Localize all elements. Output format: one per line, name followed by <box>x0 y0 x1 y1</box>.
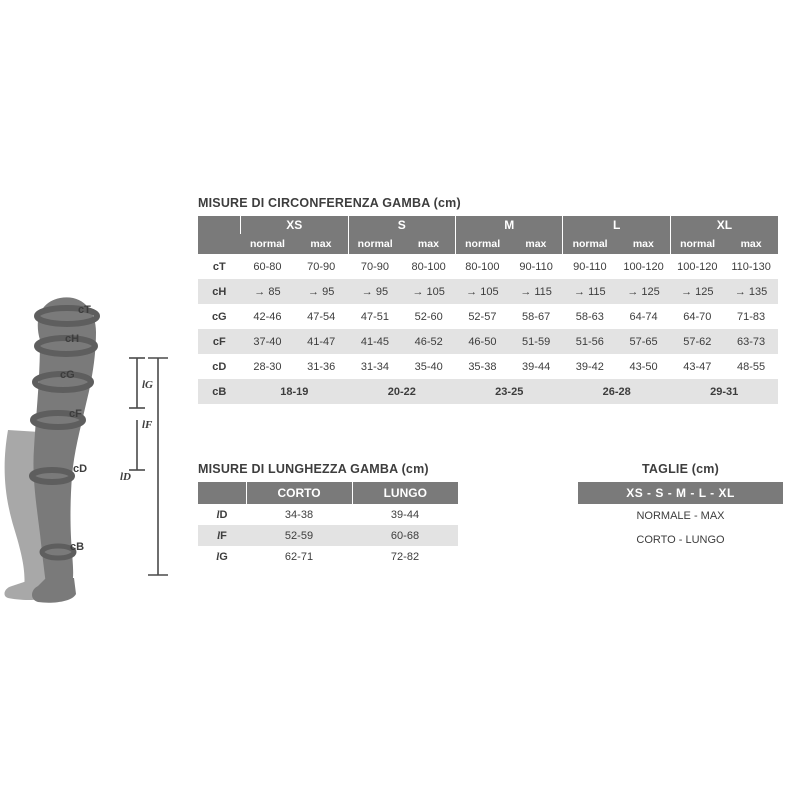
label-cT: cT <box>78 304 91 316</box>
cell: 43-47 <box>670 354 724 379</box>
cell: 47-54 <box>294 304 348 329</box>
length-table <box>198 482 458 567</box>
cell: 48-55 <box>724 354 778 379</box>
cell: 90-110 <box>509 254 563 279</box>
cell: 100-120 <box>617 254 671 279</box>
label-cF: cF <box>69 408 82 420</box>
taglie-band: XS - S - M - L - XL <box>578 482 783 504</box>
cell: 64-70 <box>670 304 724 329</box>
cell: 52-57 <box>456 304 510 329</box>
header-size-l: L <box>563 216 670 234</box>
taglie-section <box>578 462 783 552</box>
subheader-m-normal: normal <box>456 234 510 254</box>
row-label-lG <box>198 546 246 567</box>
cell: 72-82 <box>352 546 458 567</box>
cell: 57-62 <box>670 329 724 354</box>
cell: 46-50 <box>456 329 510 354</box>
cell: → 135 <box>724 279 778 304</box>
subheader-corner <box>198 234 241 254</box>
cell: → 85 <box>241 279 295 304</box>
cell: 57-65 <box>617 329 671 354</box>
cell: 100-120 <box>670 254 724 279</box>
subheader-row <box>198 234 778 254</box>
subheader-l-normal: normal <box>563 234 617 254</box>
subheader-l-max: max <box>617 234 671 254</box>
label-lF: lF <box>142 419 153 431</box>
table-row <box>198 304 778 329</box>
cell: 70-90 <box>294 254 348 279</box>
header-size-xs: XS <box>241 216 348 234</box>
cell: → 125 <box>617 279 671 304</box>
cell: 90-110 <box>563 254 617 279</box>
circumference-section <box>198 196 778 404</box>
cell: 110-130 <box>724 254 778 279</box>
cell: 34-38 <box>246 504 352 525</box>
header-size-m: M <box>456 216 563 234</box>
cell: → 105 <box>402 279 456 304</box>
cell: 80-100 <box>402 254 456 279</box>
l-sub: F <box>220 529 227 542</box>
cell: 63-73 <box>724 329 778 354</box>
l-glyph: l <box>216 550 220 563</box>
taglie-title: TAGLIE (cm) <box>642 462 719 476</box>
row-label-lD <box>198 504 246 525</box>
cell: 70-90 <box>348 254 402 279</box>
cell: 52-60 <box>402 304 456 329</box>
cell: 35-38 <box>456 354 510 379</box>
cell: → 105 <box>456 279 510 304</box>
cell: → 115 <box>509 279 563 304</box>
row-label-lF <box>198 525 246 546</box>
subheader-s-normal: normal <box>348 234 402 254</box>
header-size-xl: XL <box>670 216 778 234</box>
row-label-cD: cD <box>198 354 241 379</box>
cell: 47-51 <box>348 304 402 329</box>
cell: 58-67 <box>509 304 563 329</box>
header-corto: CORTO <box>246 482 352 504</box>
table-row <box>198 329 778 354</box>
cell: 41-45 <box>348 329 402 354</box>
subheader-s-max: max <box>402 234 456 254</box>
cell: 39-44 <box>509 354 563 379</box>
cell: 28-30 <box>241 354 295 379</box>
cell: 37-40 <box>241 329 295 354</box>
row-label-cF: cF <box>198 329 241 354</box>
cell: 51-56 <box>563 329 617 354</box>
row-label-cH: cH <box>198 279 241 304</box>
cell: → 95 <box>348 279 402 304</box>
l-sub: D <box>219 508 228 521</box>
header-corner <box>198 482 246 504</box>
label-cH: cH <box>65 333 80 345</box>
circumference-title: MISURE DI CIRCONFERENZA GAMBA (cm) <box>198 196 461 210</box>
label-cD: cD <box>73 463 88 475</box>
cell: 39-44 <box>352 504 458 525</box>
label-lG: lG <box>142 379 153 391</box>
header-corner <box>198 216 241 234</box>
cell: 31-34 <box>348 354 402 379</box>
length-section <box>198 462 458 567</box>
subheader-xl-normal: normal <box>670 234 724 254</box>
table-row <box>198 504 458 525</box>
cell: 39-42 <box>563 354 617 379</box>
table-row <box>198 279 778 304</box>
cell: 52-59 <box>246 525 352 546</box>
table-row <box>198 525 458 546</box>
label-cB: cB <box>70 541 85 553</box>
row-label-cB: cB <box>198 379 241 404</box>
subheader-xl-max: max <box>724 234 778 254</box>
l-glyph: l <box>216 508 220 521</box>
l-sub: G <box>219 550 228 563</box>
circumference-table <box>198 216 778 404</box>
table-row <box>198 254 778 279</box>
label-lD: lD <box>120 471 131 483</box>
cell: 23-25 <box>456 379 563 404</box>
label-cG: cG <box>60 369 75 381</box>
cell: 42-46 <box>241 304 295 329</box>
table-row <box>198 546 458 567</box>
cell: 26-28 <box>563 379 670 404</box>
l-glyph: l <box>217 529 221 542</box>
cell: 29-31 <box>670 379 778 404</box>
length-title: MISURE DI LUNGHEZZA GAMBA (cm) <box>198 462 429 476</box>
cell: 35-40 <box>402 354 456 379</box>
cell: 80-100 <box>456 254 510 279</box>
taglie-line-normale-max: NORMALE - MAX <box>636 510 725 522</box>
leg-diagram <box>0 280 190 610</box>
cell: → 95 <box>294 279 348 304</box>
cell: 62-71 <box>246 546 352 567</box>
taglie-line-corto-lungo: CORTO - LUNGO <box>578 528 783 552</box>
length-header-row <box>198 482 458 504</box>
cell: → 115 <box>563 279 617 304</box>
size-header-row <box>198 216 778 234</box>
cell: 64-74 <box>617 304 671 329</box>
cell: 60-80 <box>241 254 295 279</box>
row-label-cT: cT <box>198 254 241 279</box>
subheader-xs-normal: normal <box>241 234 295 254</box>
cell: 31-36 <box>294 354 348 379</box>
cell: 18-19 <box>241 379 348 404</box>
cell: 51-59 <box>509 329 563 354</box>
row-label-cG: cG <box>198 304 241 329</box>
table-row <box>198 354 778 379</box>
cell: 60-68 <box>352 525 458 546</box>
header-lungo: LUNGO <box>352 482 458 504</box>
header-size-s: S <box>348 216 455 234</box>
cell: → 125 <box>670 279 724 304</box>
cell: 41-47 <box>294 329 348 354</box>
cell: 20-22 <box>348 379 455 404</box>
cell: 71-83 <box>724 304 778 329</box>
table-row <box>198 379 778 404</box>
subheader-m-max: max <box>509 234 563 254</box>
cell: 43-50 <box>617 354 671 379</box>
cell: 46-52 <box>402 329 456 354</box>
subheader-xs-max: max <box>294 234 348 254</box>
cell: 58-63 <box>563 304 617 329</box>
